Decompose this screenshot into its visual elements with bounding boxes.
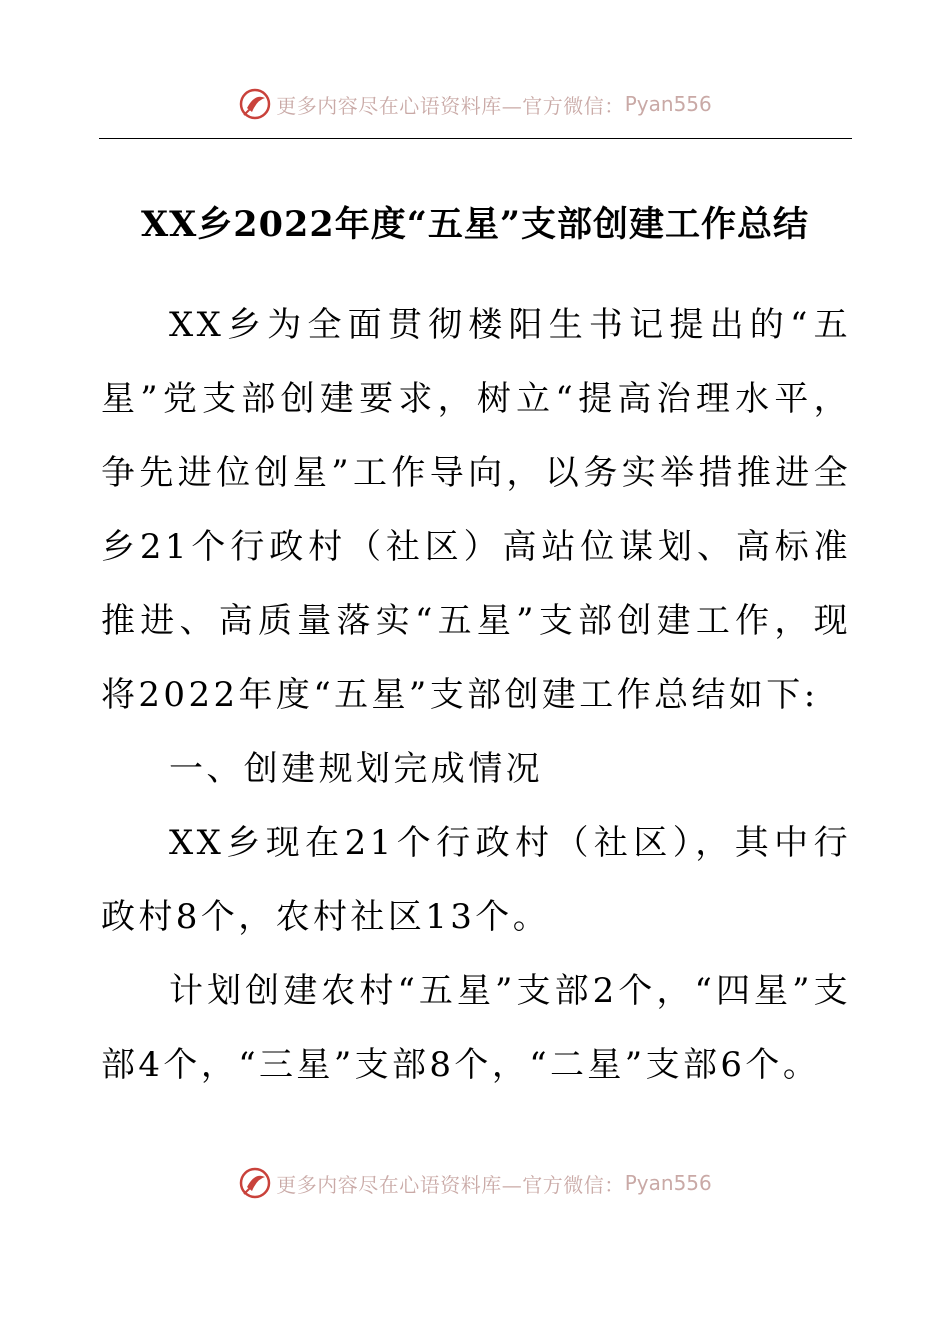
intro-paragraph: XX乡为全面贯彻楼阳生书记提出的“五星”党支部创建要求，树立“提高治理水平，争先进位创星”工作导向，以务实举措推进全乡21个行政村（社区）高站位谋划、高标准推进、高质量落实“五星”支部创建工作，现将2022年度“五星”支部创建工作总结如下:: [101, 305, 851, 715]
body-paragraph: XX乡现在21个行政村（社区），其中行政村8个，农村社区13个。: [101, 823, 851, 937]
watermark-text: 更多内容尽在心语资料库—官方微信：: [276, 1172, 625, 1197]
wechat-id: Pyan556: [624, 92, 712, 116]
section-heading: 一、创建规划完成情况: [169, 749, 543, 789]
wechat-id: Pyan556: [624, 1171, 712, 1195]
body-paragraph: 计划创建农村“五星”支部2个，“四星”支部4个，“三星”支部8个，“二星”支部6个。: [101, 971, 851, 1085]
footer-watermark: [0, 1163, 950, 1203]
logo-icon: [238, 87, 272, 121]
document-title: XX乡2022年度“五星”支部创建工作总结: [141, 204, 809, 245]
header-watermark: [0, 84, 950, 124]
logo-icon: [238, 1166, 272, 1200]
document-body: [101, 288, 851, 1102]
header-rule: [99, 138, 852, 139]
watermark-text: 更多内容尽在心语资料库—官方微信：: [276, 93, 625, 118]
